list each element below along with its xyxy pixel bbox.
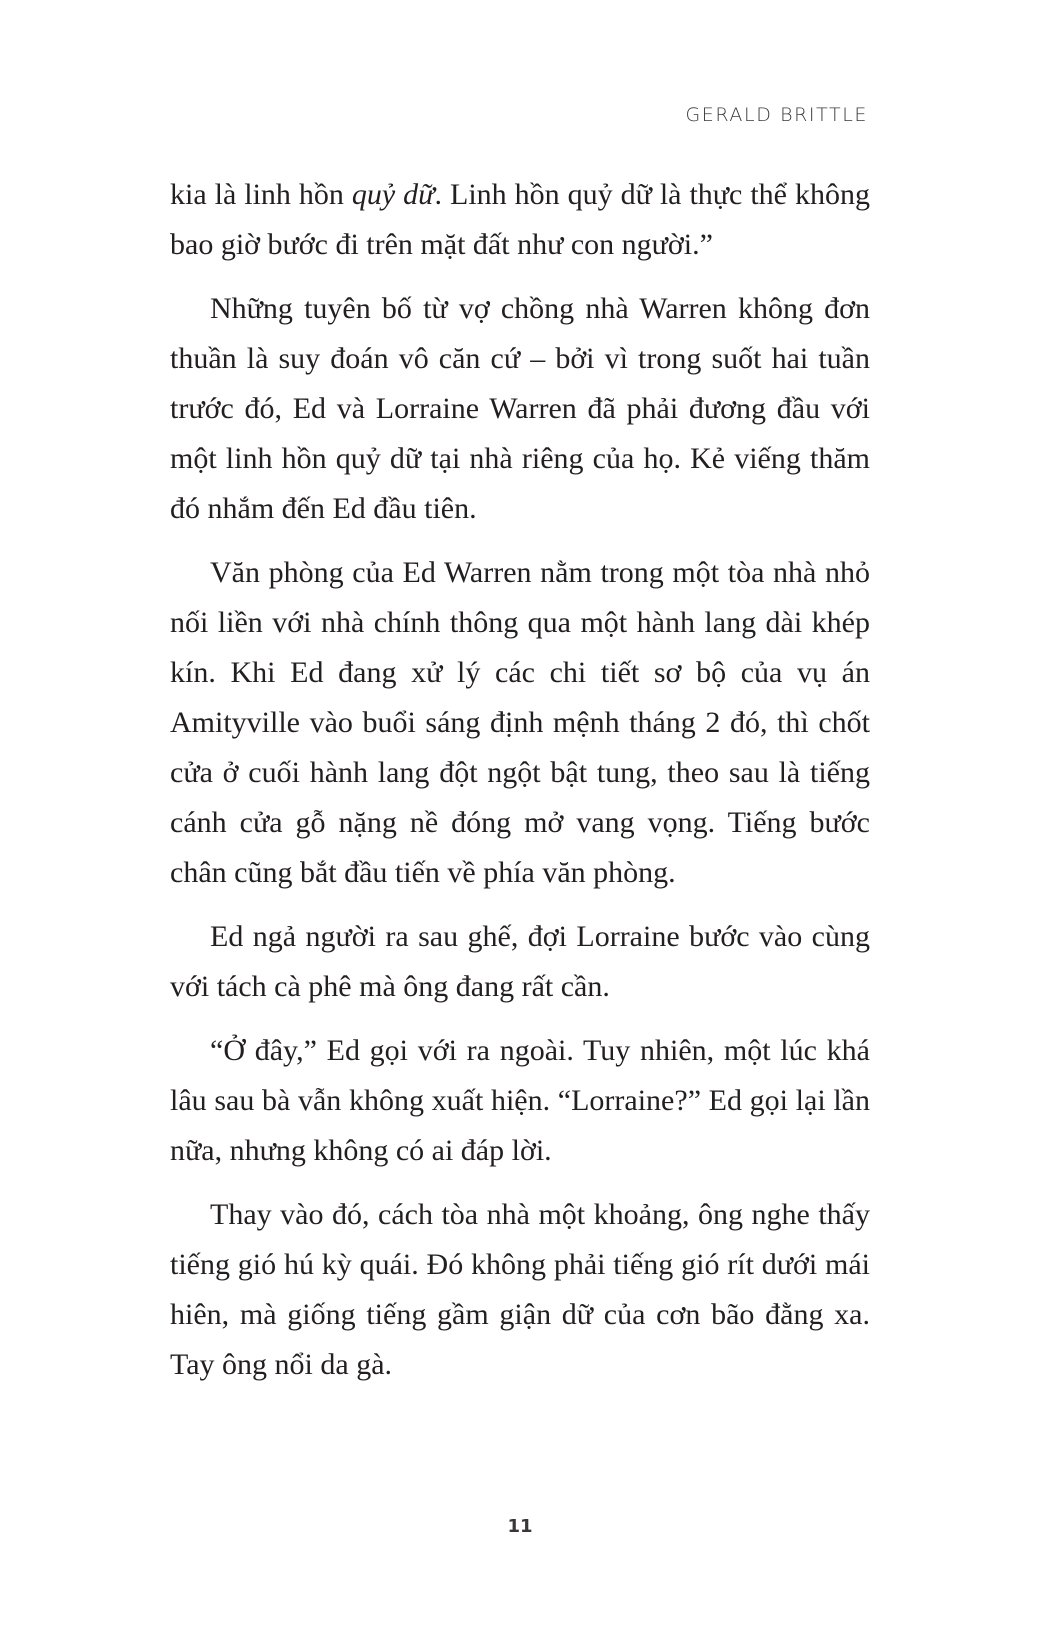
paragraph-1-italic-term: quỷ dữ (351, 178, 435, 211)
paragraph-2: Những tuyên bố từ vợ chồng nhà Warren không đơn thuần là suy đoán vô căn cứ – bởi vì trong suốt hai tuần trước đó, Ed và Lorraine Warren đã phải đương đầu với một linh hồn quỷ dữ tại nhà riêng của họ. Kẻ viếng thăm đó nhắm đến Ed đầu tiên. (170, 292, 870, 525)
running-header-author: GERALD BRITTLE (685, 104, 868, 126)
page-number: 11 (507, 1516, 533, 1537)
paragraph-4: Ed ngả người ra sau ghế, đợi Lorraine bước vào cùng với tách cà phê mà ông đang rất cần. (170, 920, 870, 1003)
paragraph-1-start: kia là linh hồn (170, 178, 352, 211)
paragraph-5: “Ở đây,” Ed gọi với ra ngoài. Tuy nhiên, một lúc khá lâu sau bà vẫn không xuất hiện. “Lorraine?” Ed gọi lại lần nữa, nhưng không có ai đáp lời. (170, 1034, 870, 1167)
paragraph-3: Văn phòng của Ed Warren nằm trong một tòa nhà nhỏ nối liền với nhà chính thông qua một hành lang dài khép kín. Khi Ed đang xử lý các chi tiết sơ bộ của vụ án Amityville vào buổi sáng định mệnh tháng 2 đó, thì chốt cửa ở cuối hành lang đột ngột bật tung, theo sau là tiếng cánh cửa gỗ nặng nề đóng mở vang vọng. Tiếng bước chân cũng bắt đầu tiến về phía văn phòng. (170, 556, 870, 889)
body-text (170, 170, 870, 1404)
paragraph-1 (170, 170, 870, 270)
paragraph-1-end: . Linh hồn quỷ dữ là thực thể không bao giờ bước đi trên mặt đất như con người.” (170, 178, 870, 261)
paragraph-6: Thay vào đó, cách tòa nhà một khoảng, ông nghe thấy tiếng gió hú kỳ quái. Đó không phải tiếng gió rít dưới mái hiên, mà giống tiếng gầm giận dữ của cơn bão đằng xa. Tay ông nổi da gà. (170, 1198, 870, 1381)
